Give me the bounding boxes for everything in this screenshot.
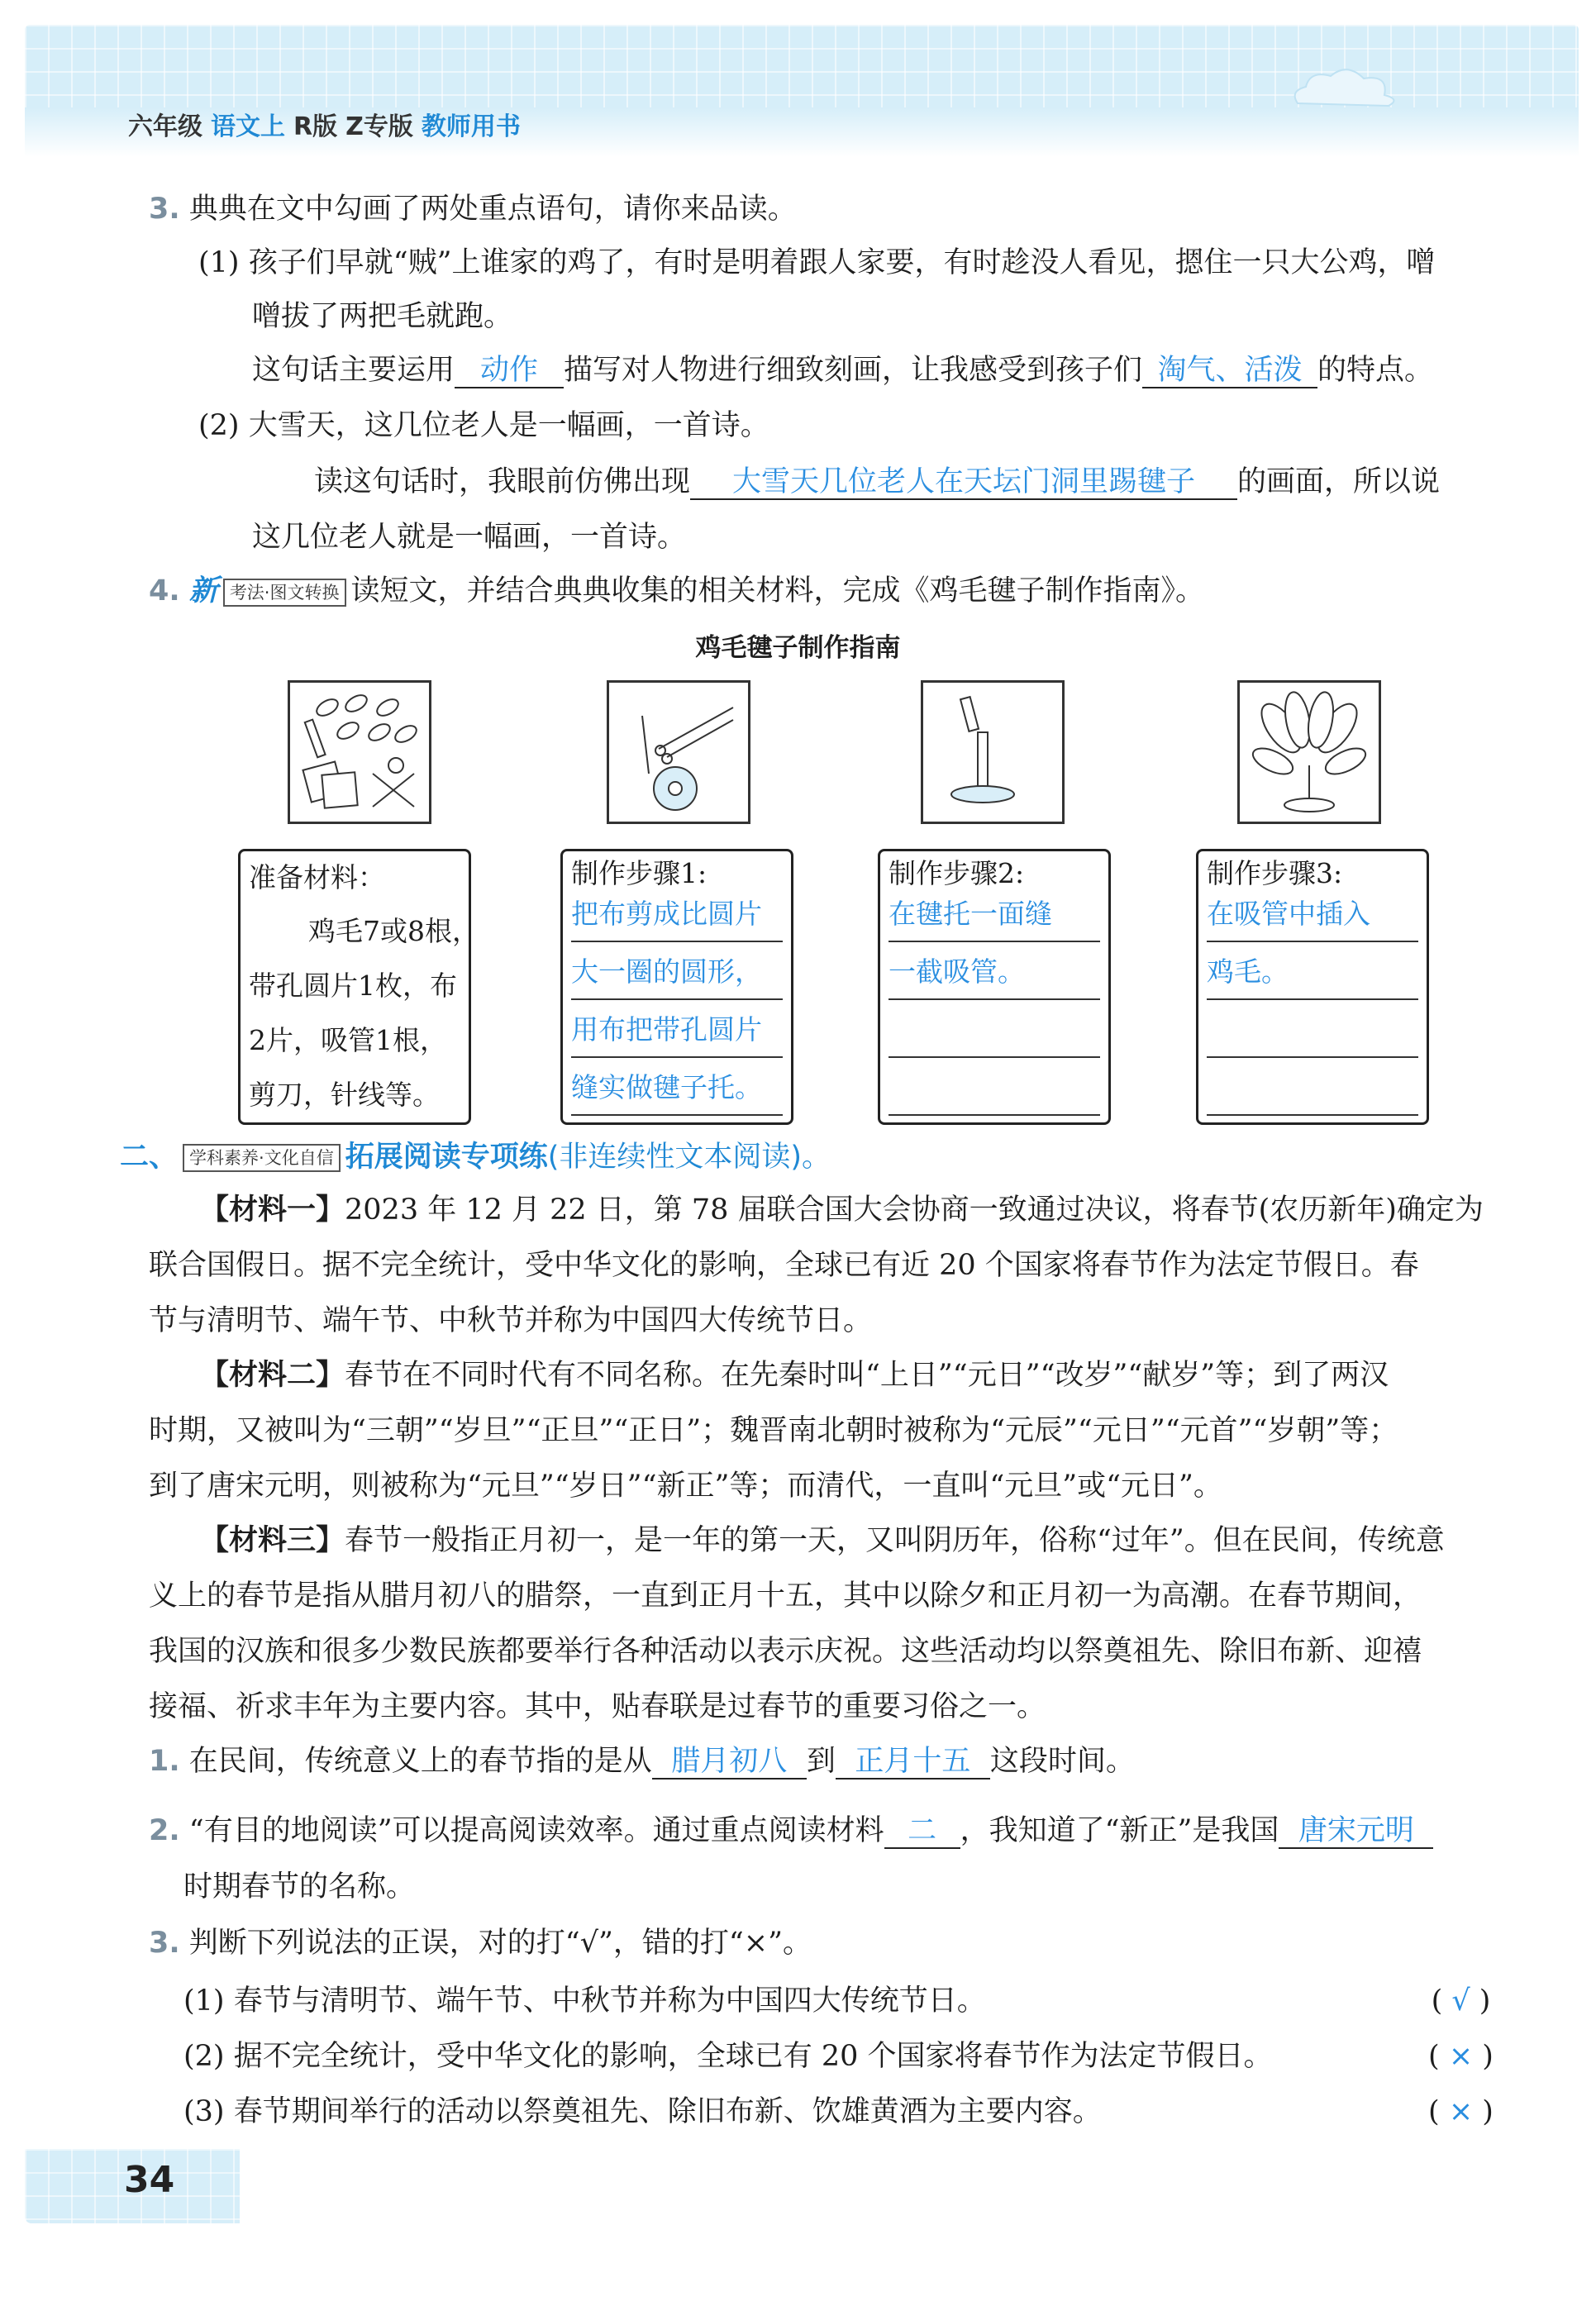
- step2-title: 制作步骤2:: [889, 857, 1025, 889]
- needle-disc-icon: [609, 683, 748, 822]
- sq1-post: 这段时间。: [989, 1745, 1135, 1778]
- material-3-label: 【材料三】: [200, 1523, 345, 1557]
- step1-card: [560, 849, 793, 1125]
- q3-s2-answer-line: [314, 463, 1440, 501]
- material-3: [149, 1513, 1513, 1735]
- feather-shuttlecock-icon: [1240, 683, 1379, 822]
- q4-new-mark: 新: [188, 574, 218, 607]
- section-2-number: 二、: [120, 1141, 179, 1174]
- q3-s2-pre: 读这句话时，我眼前仿佛出现: [314, 465, 691, 498]
- step3-illustration: [1237, 680, 1381, 824]
- sq1-answer-2[interactable]: 正月十五: [836, 1745, 990, 1780]
- judge-answer-3[interactable]: ( × ): [1428, 2095, 1494, 2128]
- q3-s2-line1: (2) 大雪天，这几位老人是一幅画，一首诗。: [198, 409, 769, 442]
- step1-line[interactable]: 缝实做毽子托。: [571, 1058, 783, 1116]
- step1-title: 制作步骤1:: [571, 857, 707, 889]
- q3-stem: [149, 190, 797, 228]
- q3-stem-text: 典典在文中勾画了两处重点语句，请你来品读。: [188, 193, 797, 226]
- sq2-mid: ，我知道了“新正”是我国: [960, 1814, 1279, 1847]
- section-2-subtitle: (非连续性文本阅读)。: [547, 1141, 831, 1174]
- material-2-line: 时期，又被叫为“三朝”“岁旦”“正旦”“正日”；魏晋南北朝时被称为“元辰”“元日”“元首”“岁朝”等；: [149, 1414, 1398, 1447]
- step3-line[interactable]: [1207, 1000, 1418, 1058]
- sq3-number: 3.: [149, 1927, 180, 1960]
- material-1-line: 联合国假日。据不完全统计，受中华文化的影响，全球已有近 20 个国家将春节作为法定节假日。春: [149, 1249, 1419, 1282]
- sq2-pre: “有目的地阅读”可以提高阅读效率。通过重点阅读材料: [188, 1814, 884, 1847]
- sq1-pre: 在民间，传统意义上的春节指的是从: [188, 1745, 652, 1778]
- sub-question-1: [149, 1742, 1135, 1780]
- materials-title: 准备材料：: [249, 861, 385, 893]
- q3-s1-line2: 噌拔了两把毛就跑。: [252, 300, 513, 333]
- step3-line[interactable]: 在吸管中插入: [1207, 884, 1418, 942]
- materials-illustration: [288, 680, 431, 824]
- q3-s1-answer-2[interactable]: 淘气、活泼: [1142, 354, 1317, 388]
- sq1-mid: 到: [806, 1745, 836, 1778]
- header-zone: Z专版: [345, 112, 413, 141]
- q4-stem: [149, 572, 1204, 610]
- sq2-answer-2[interactable]: 唐宋元明: [1279, 1814, 1433, 1849]
- material-3-line: 春节一般指正月初一，是一年的第一天，又叫阴历年，俗称“过年”。但在民间，传统意: [345, 1524, 1445, 1557]
- header-edition: R版: [293, 112, 338, 141]
- running-header: [128, 106, 529, 142]
- materials-line: 2片，吸管1根，: [249, 1024, 447, 1056]
- section-2-tag: 学科素养·文化自信: [183, 1144, 341, 1172]
- step1-line[interactable]: 用布把带孔圆片: [571, 1000, 783, 1058]
- judge-item-2: (2) 据不完全统计，受中华文化的影响，全球已有 20 个国家将春节作为法定节假日。: [183, 2040, 1273, 2073]
- material-1: [149, 1182, 1513, 1349]
- material-1-label: 【材料一】: [200, 1193, 345, 1227]
- step3-line[interactable]: [1207, 1058, 1418, 1116]
- step3-title: 制作步骤3:: [1207, 857, 1343, 889]
- material-3-line: 义上的春节是指从腊月初八的腊祭，一直到正月十五，其中以除夕和正月初一为高潮。在春节期间，: [149, 1579, 1422, 1613]
- judge-answer-2-mark: ×: [1448, 2040, 1474, 2073]
- material-1-line: 2023 年 12 月 22 日，第 78 届联合国大会协商一致通过决议，将春节(农历新年)确定为: [345, 1193, 1484, 1227]
- material-2: [149, 1347, 1513, 1514]
- q4-stem-text: 读短文，并结合典典收集的相关材料，完成《鸡毛毽子制作指南》。: [350, 574, 1205, 607]
- sq2-answer-1[interactable]: 二: [884, 1814, 960, 1849]
- step2-line[interactable]: [889, 1058, 1100, 1116]
- step2-line[interactable]: [889, 1000, 1100, 1058]
- step2-line[interactable]: 在毽托一面缝: [889, 884, 1100, 942]
- q3-s1-mid: 描写对人物进行细致刻画，让我感受到孩子们: [564, 354, 1143, 387]
- q3-s1-answer-1[interactable]: 动作: [455, 354, 564, 388]
- sq1-answer-1[interactable]: 腊月初八: [652, 1745, 807, 1780]
- cloud-icon: [1281, 58, 1413, 116]
- page-number: 34: [124, 2159, 175, 2201]
- sq1-number: 1.: [149, 1745, 180, 1778]
- step1-line[interactable]: 把布剪成比圆片: [571, 884, 783, 942]
- q3-s2-answer[interactable]: 大雪天几位老人在天坛门洞里踢毽子: [690, 465, 1237, 500]
- judge-item-3: (3) 春节期间举行的活动以祭奠祖先、除旧布新、饮雄黄酒为主要内容。: [183, 2095, 1102, 2128]
- judge-answer-3-mark: ×: [1448, 2095, 1474, 2128]
- material-1-line: 节与清明节、端午节、中秋节并称为中国四大传统节日。: [149, 1304, 873, 1337]
- materials-line: 剪刀，针线等。: [249, 1079, 440, 1111]
- step3-line[interactable]: 鸡毛。: [1207, 942, 1418, 1000]
- sq3-stem: 判断下列说法的正误，对的打“√”，错的打“×”。: [188, 1927, 812, 1960]
- sub-question-3: [149, 1924, 812, 1962]
- sub-question-2: [149, 1812, 1433, 1850]
- step2-illustration: [921, 680, 1065, 824]
- judge-answer-1-mark: √: [1451, 1984, 1470, 2018]
- judge-answer-1[interactable]: ( √ ): [1431, 1984, 1491, 2018]
- q3-s2-line3: 这几位老人就是一幅画，一首诗。: [252, 521, 687, 554]
- material-3-line: 接福、祈求丰年为主要内容。其中，贴春联是过春节的重要习俗之一。: [149, 1690, 1046, 1723]
- q3-s1-line1: (1) 孩子们早就“贼”上谁家的鸡了，有时是明着跟人家要，有时趁没人看见，摁住一只大公鸡，噌: [198, 246, 1436, 279]
- straw-base-icon: [923, 683, 1062, 822]
- materials-card: [238, 849, 479, 1125]
- q3-s1-post: 的特点。: [1317, 354, 1434, 387]
- q4-tag: 考法·图文转换: [223, 579, 346, 607]
- step2-line[interactable]: 一截吸管。: [889, 942, 1100, 1000]
- header-grade: 六年级: [128, 112, 202, 141]
- material-2-line: 到了唐宋元明，则被称为“元旦”“岁日”“新正”等；而清代，一直叫“元旦”或“元日”。: [149, 1470, 1222, 1503]
- materials-line: 鸡毛7或8根，: [308, 915, 479, 947]
- material-3-line: 我国的汉族和很多少数民族都要举行各种活动以表示庆祝。这些活动均以祭奠祖先、除旧布新、迎禧: [149, 1635, 1422, 1668]
- material-2-line: 春节在不同时代有不同名称。在先秦时叫“上日”“元日”“改岁”“献岁”等；到了两汉: [345, 1359, 1389, 1392]
- step2-card: [878, 849, 1111, 1125]
- step1-line[interactable]: 大一圈的圆形，: [571, 942, 783, 1000]
- sq2-number: 2.: [149, 1814, 180, 1847]
- step3-card: [1196, 849, 1429, 1125]
- q3-s1-pre: 这句话主要运用: [252, 354, 455, 387]
- feathers-scissors-icon: [290, 683, 429, 822]
- judge-answer-2[interactable]: ( × ): [1428, 2040, 1494, 2073]
- q3-s1-answer-line: [252, 351, 1433, 389]
- sq2-line2: 时期春节的名称。: [183, 1870, 416, 1903]
- materials-line: 带孔圆片1枚，布: [249, 970, 457, 1002]
- step1-illustration: [607, 680, 750, 824]
- q3-number: 3.: [149, 193, 180, 226]
- q3-s2-post: 的画面，所以说: [1237, 465, 1441, 498]
- header-subject: 语文上: [211, 112, 285, 141]
- material-2-label: 【材料二】: [200, 1358, 345, 1392]
- header-book: 教师用书: [421, 112, 521, 141]
- section-2-heading: [120, 1134, 831, 1175]
- judge-item-1: (1) 春节与清明节、端午节、中秋节并称为中国四大传统节日。: [183, 1984, 986, 2018]
- q4-number: 4.: [149, 574, 180, 607]
- guide-title: 鸡毛毽子制作指南: [695, 633, 901, 663]
- section-2-title: 拓展阅读专项练: [345, 1141, 548, 1174]
